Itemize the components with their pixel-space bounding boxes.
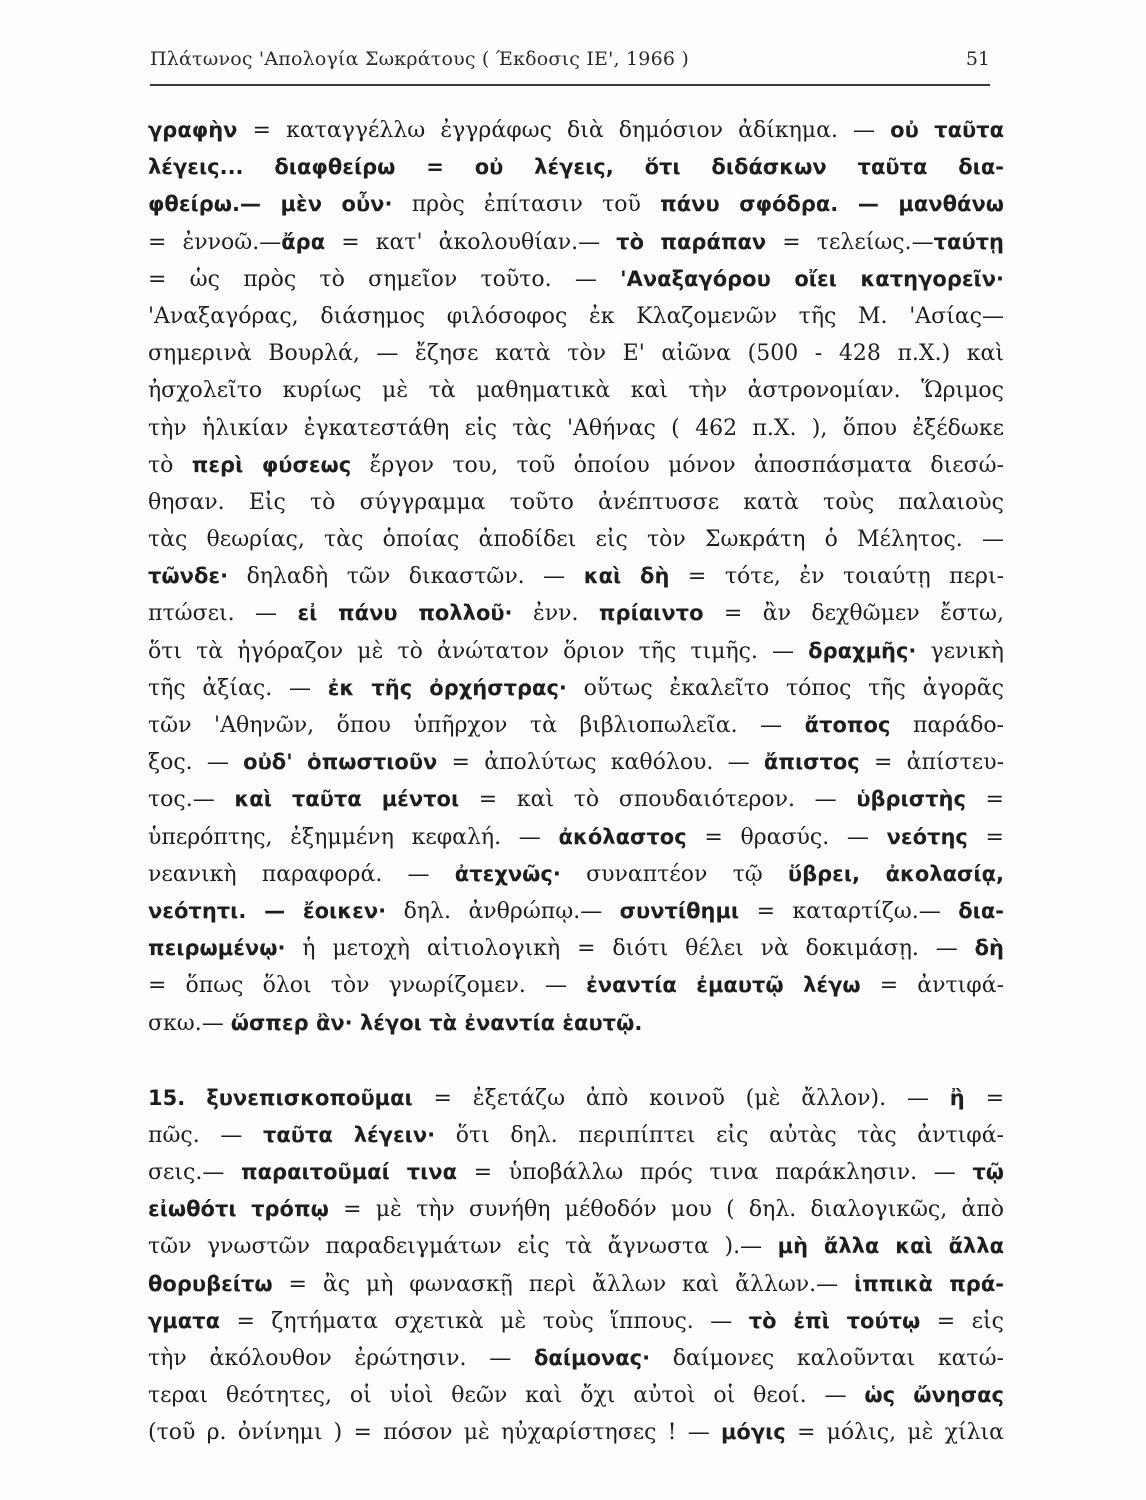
text-line: 15. ξυνεπισκοποῦμαι = ἐξετάζω ἀπὸ κοινοῦ (μὲ ἄλλον). — ἢ = bbox=[148, 1085, 1004, 1111]
text-line: σεις.— παραιτοῦμαί τινα = ὑποβάλλω πρός τινα παράκλησιν. — τῷ bbox=[148, 1160, 1004, 1186]
page-number: 51 bbox=[965, 48, 990, 70]
text-line: γραφὴν = καταγγέλλω ἐγγράφως διὰ δημόσιον ἀδίκημα. — οὐ ταῦτα bbox=[148, 118, 1004, 143]
text-line: ὅτι τὰ ἠγόραζον μὲ τὸ ἀνώτατον ὅριον τῆς τιμῆς. — δραχμῆς· γενικὴ bbox=[148, 638, 1004, 664]
text-line: = ἐννοῶ.—ἄρα = κατ' ἀκολουθίαν.— τὸ παράπαν = τελείως.—ταύτῃ bbox=[148, 229, 1004, 255]
text-line: νεανικὴ παραφορά. — ἀτεχνῶς· συναπτέον τῷ ὕβρει, ἀκολασίᾳ, bbox=[148, 861, 1004, 887]
text-line: γματα = ζητήματα σχετικὰ μὲ τοὺς ἵππους. — τὸ ἐπὶ τούτῳ = εἰς bbox=[148, 1308, 1004, 1334]
text-line: τῶν γνωστῶν παραδειγμάτων εἰς τὰ ἄγνωστα ).— μὴ ἄλλα καὶ ἄλλα bbox=[148, 1234, 1004, 1260]
text-line: = ὡς πρὸς τὸ σημεῖον τοῦτο. — 'Αναξαγόρου οἴει κατηγορεῖν· bbox=[148, 266, 1004, 292]
text-line: ξος. — οὐδ' ὁπωστιοῦν = ἀπολύτως καθόλου. — ἄπιστος = ἀπίστευ- bbox=[148, 750, 1004, 776]
text-line: τῆς ἀξίας. — ἐκ τῆς ὀρχήστρας· οὕτως ἐκαλεῖτο τόπος τῆς ἀγορᾶς bbox=[148, 675, 1004, 701]
text-line: τὸ περὶ φύσεως ἔργον του, τοῦ ὁποίου μόνον ἀποσπάσματα διεσώ- bbox=[148, 452, 1004, 478]
text-line: ὑπερόπτης, ἐξημμένη κεφαλή. — ἀκόλαστος = θρασύς. — νεότης = bbox=[148, 824, 1004, 850]
text-line: (τοῦ ρ. ὀνίνημι ) = πόσον μὲ ηὐχαρίστησες ! — μόγις = μόλις, μὲ χίλια bbox=[148, 1420, 1004, 1446]
text-line: θησαν. Εἰς τὸ σύγγραμμα τοῦτο ἀνέπτυσσε κατὰ τοὺς παλαιοὺς bbox=[148, 489, 1004, 515]
text-line: σκω.— ὥσπερ ἂν· λέγοι τὰ ἐναντία ἑαυτῷ. bbox=[148, 1010, 643, 1036]
text-line: τὴν ἀκόλουθον ἐρώτησιν. — δαίμονας· δαίμονες καλοῦνται κατώ- bbox=[148, 1346, 1004, 1371]
text-line: εἰωθότι τρόπῳ = μὲ τὴν συνήθη μέθοδόν μου ( δηλ. διαλογικῶς, ἀπὸ bbox=[148, 1197, 1004, 1223]
text-line: τος.— καὶ ταῦτα μέντοι = καὶ τὸ σπουδαιότερον. — ὑβριστὴς = bbox=[148, 787, 1004, 813]
text-line: ἠσχολεῖτο κυρίως μὲ τὰ μαθηματικὰ καὶ τὴν ἀστρονομίαν. Ὥριμος bbox=[148, 378, 1004, 404]
running-header bbox=[150, 44, 990, 82]
text-line: πειρωμένῳ· ἡ μετοχὴ αἰτιολογικὴ = διότι θέλει νὰ δοκιμάσῃ. — δὴ bbox=[148, 936, 1004, 962]
text-line: τὴν ἡλικίαν ἐγκατεστάθη εἰς τὰς 'Αθήνας ( 462 π.Χ. ), ὅπου ἐξέδωκε bbox=[148, 415, 1004, 441]
paragraph-2 bbox=[148, 1080, 1004, 1452]
paragraph-gap bbox=[148, 1042, 1004, 1080]
paragraph-1 bbox=[148, 112, 1004, 1042]
text-line: λέγεις... διαφθείρω = οὐ λέγεις, ὅτι διδάσκων ταῦτα δια- bbox=[148, 155, 1004, 180]
text-line: τῶν 'Αθηνῶν, ὅπου ὑπῆρχον τὰ βιβλιοπωλεῖα. — ἄτοπος παράδο- bbox=[148, 713, 1004, 738]
text-line: πῶς. — ταῦτα λέγειν· ὅτι δηλ. περιπίπτει εἰς αὐτὰς τὰς ἀντιφά- bbox=[148, 1122, 1004, 1148]
text-line: τεραι θεότητες, οἱ υἱοὶ θεῶν καὶ ὄχι αὐτοὶ οἱ θεοί. — ὡς ὤνησας bbox=[148, 1383, 1004, 1409]
text-line: σημερινὰ Βουρλά, — ἔζησε κατὰ τὸν Ε' αἰῶνα (500 - 428 π.Χ.) καὶ bbox=[148, 341, 1004, 367]
header-rule bbox=[150, 84, 990, 86]
text-line: = ὅπως ὅλοι τὸν γνωρίζομεν. — ἐναντία ἐμαυτῷ λέγω = ἀντιφά- bbox=[148, 973, 1004, 999]
text-line: πτώσει. — εἰ πάνυ πολλοῦ· ἐνν. πρίαιντο = ἂν δεχθῶμεν ἔστω, bbox=[148, 601, 1004, 627]
text-line: νεότητι. — ἔοικεν· δηλ. ἀνθρώπῳ.— συντίθημι = καταρτίζω.— δια- bbox=[148, 898, 1004, 924]
text-line: τὰς θεωρίας, τὰς ὁποίας ἀποδίδει εἰς τὸν Σωκράτη ὁ Μέλητος. — bbox=[148, 527, 1004, 553]
text-line: 'Αναξαγόρας, διάσημος φιλόσοφος ἐκ Κλαζομενῶν τῆς Μ. 'Ασίας— bbox=[148, 303, 1004, 329]
header-title: Πλάτωνος 'Απολογία Σωκράτους ( Έκδοσις ΙΕ', 1966 ) bbox=[150, 48, 690, 70]
text-line: φθείρω.— μὲν οὖν· πρὸς ἐπίτασιν τοῦ πάνυ σφόδρα. — μανθάνω bbox=[148, 192, 1004, 218]
text-line: τῶνδε· δηλαδὴ τῶν δικαστῶν. — καὶ δὴ = τότε, ἐν τοιαύτῃ περι- bbox=[148, 564, 1004, 590]
commentary-body bbox=[148, 112, 1004, 1452]
text-line: θορυβείτω = ἂς μὴ φωνασκῇ περὶ ἄλλων καὶ ἄλλων.— ἱππικὰ πρά- bbox=[148, 1271, 1004, 1297]
